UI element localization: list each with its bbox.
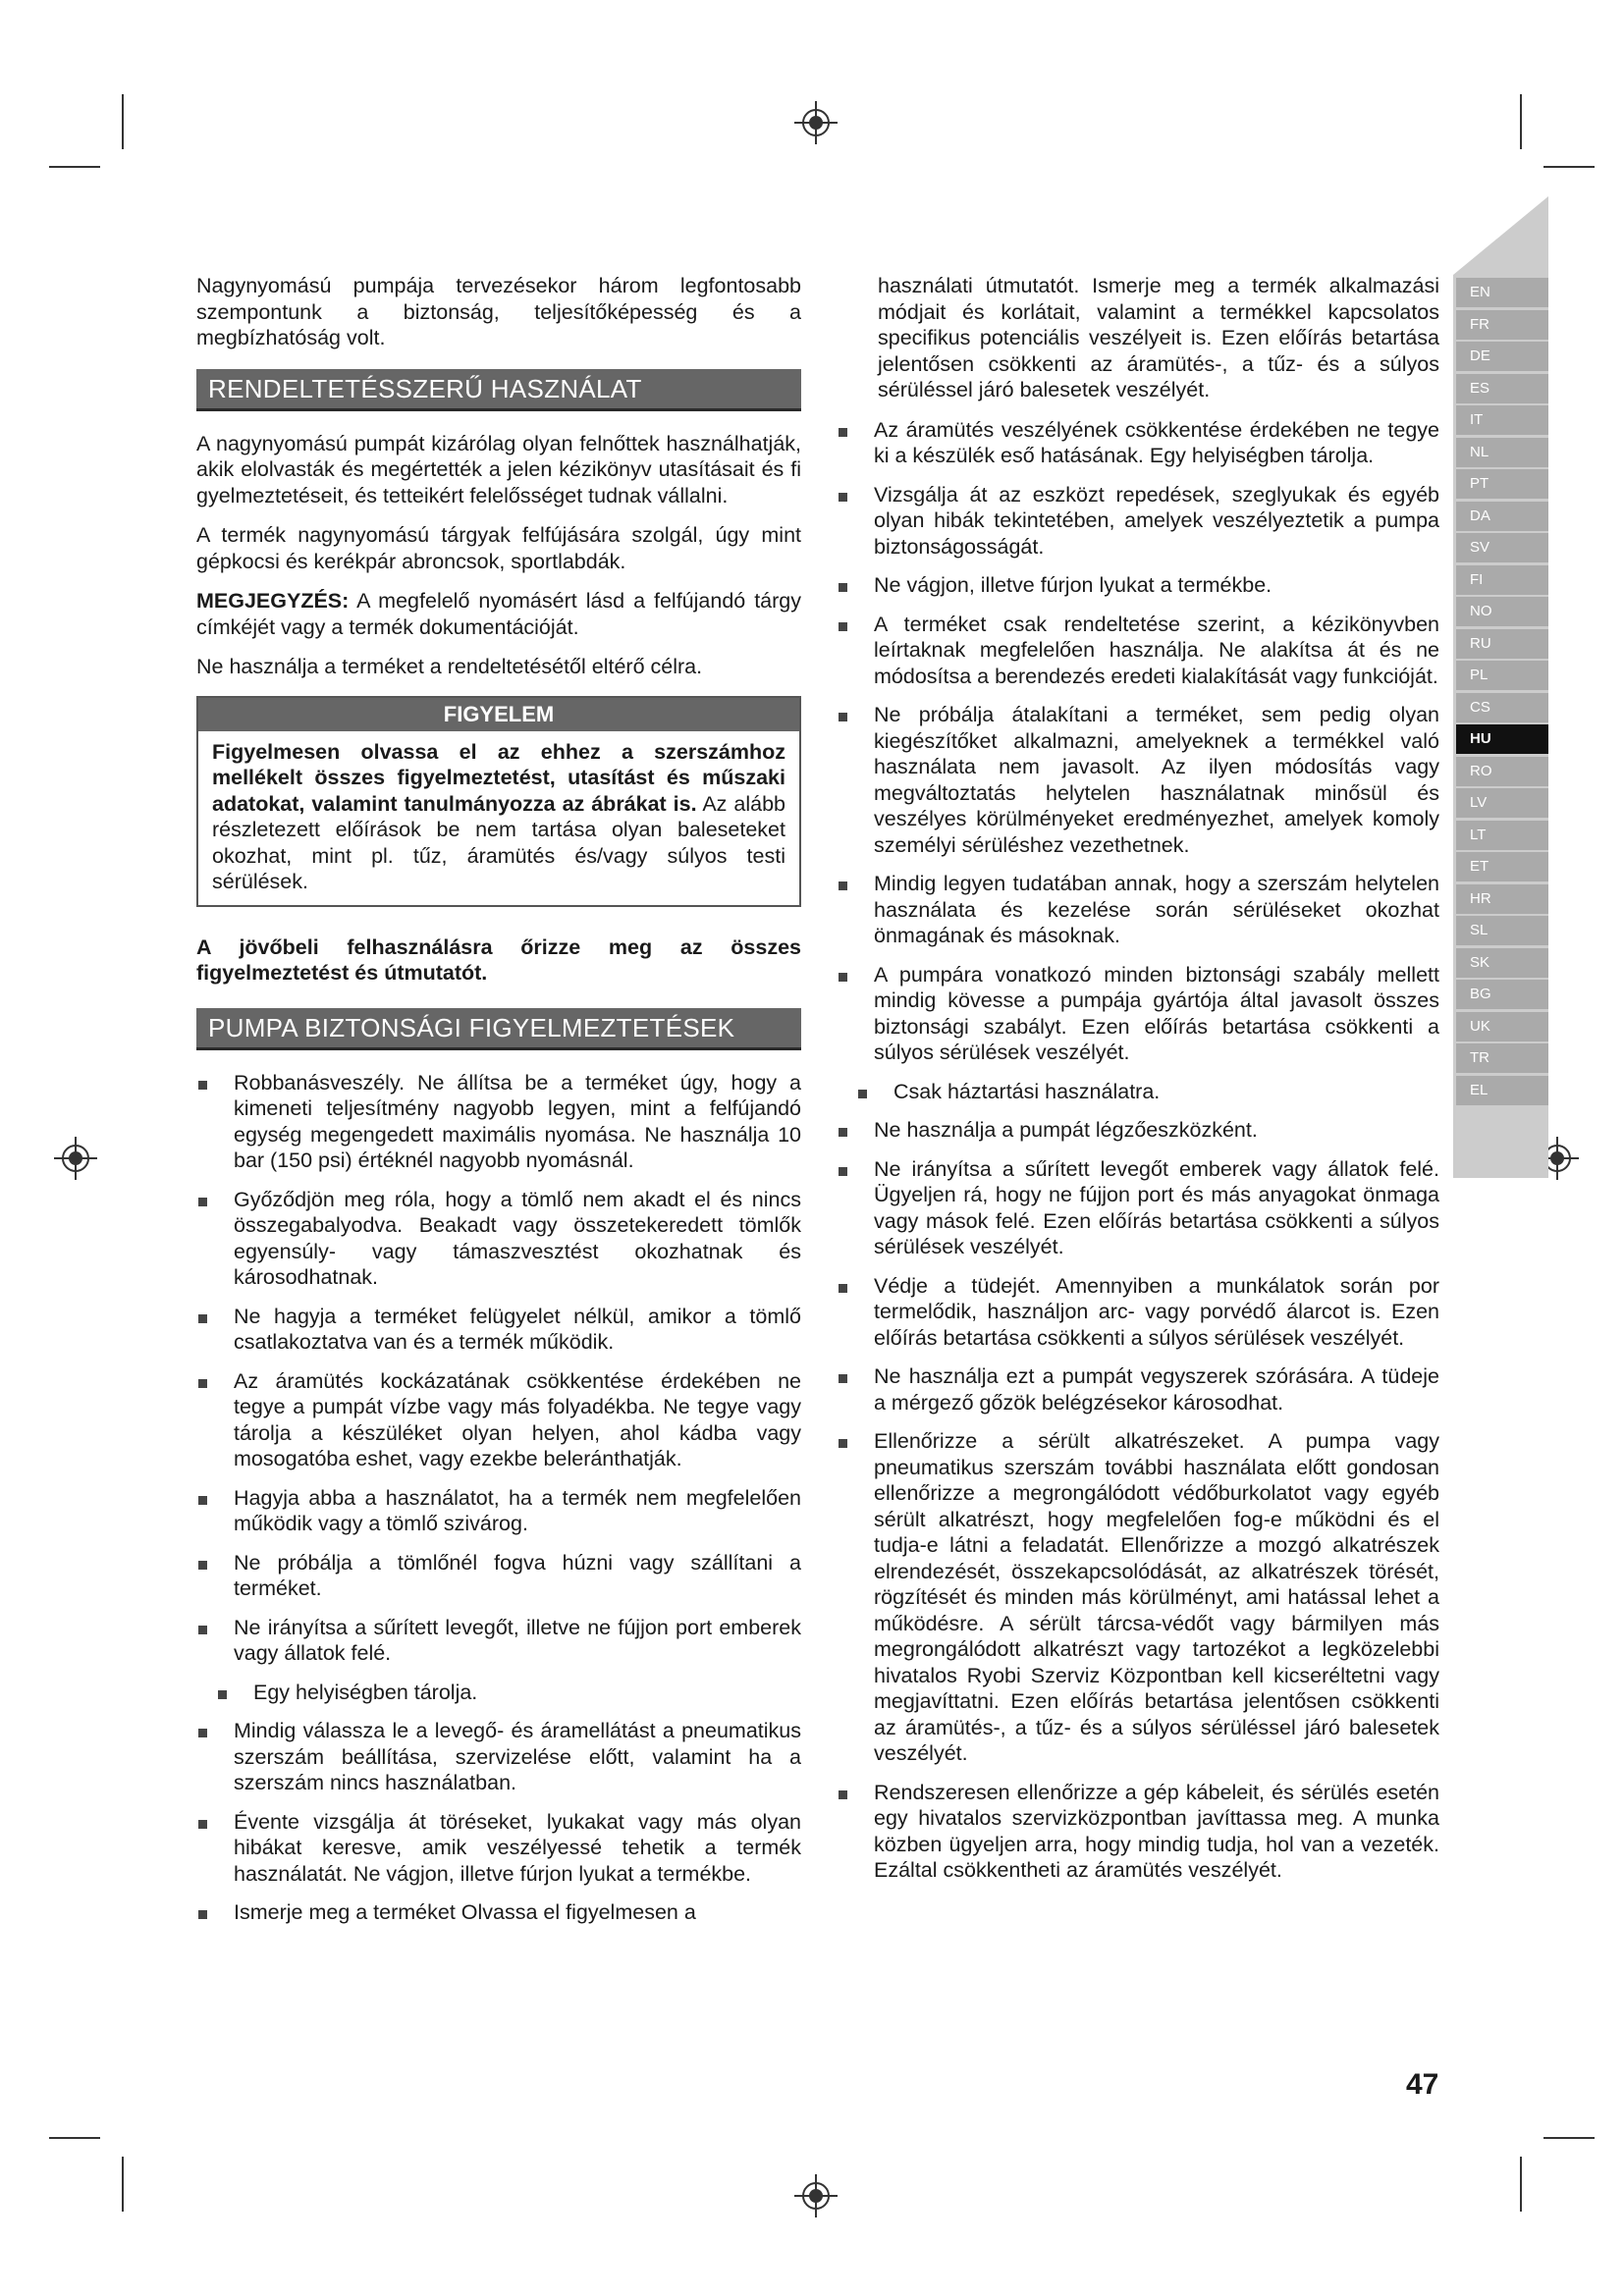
crop-mark (1520, 2157, 1522, 2212)
list-item: Mindig válassza le a levegő- és áramellátást a pneumatikus szerszám beállítása, szervizelése előtt, valamint ha a szerszám nincs használatban. (196, 1718, 801, 1796)
safety-bullet-list (837, 417, 1439, 1884)
right-column (874, 273, 1439, 1884)
note-paragraph (196, 588, 801, 640)
list-item: Védje a tüdejét. Amennyiben a munkálatok során por termelődik, használjon arc- vagy porvédő álarcot is. Ezen előírás betartása csökkenti a súlyos sérülések veszélyét. (837, 1273, 1439, 1352)
list-item: Ne hagyja a terméket felügyelet nélkül, amikor a tömlő csatlakoztatva van és a termék működik. (196, 1304, 801, 1356)
list-item: Hagyja abba a használatot, ha a termék nem megfelelően működik vagy a tömlő szivárog. (196, 1485, 801, 1537)
crop-mark (122, 2157, 124, 2212)
crop-mark (49, 2137, 100, 2139)
list-item: Ne használja ezt a pumpát vegyszerek szórására. A tüdeje a mérgező gőzök belégzésekor károsodhat. (837, 1363, 1439, 1415)
list-item: A terméket csak rendeltetése szerint, a kézikönyvben leírtaknak megfelelően használja. Ne alakítsa át és ne módosítsa a berendezés eredeti kialakítását vagy funkcióját. (837, 612, 1439, 690)
language-tab-sv[interactable]: SV (1456, 533, 1548, 562)
language-tab-lt[interactable]: LT (1456, 821, 1548, 850)
language-tab-hu[interactable]: HU (1456, 724, 1548, 754)
language-tab-nl[interactable]: NL (1456, 438, 1548, 467)
safety-bullet-list (196, 1070, 801, 1926)
crop-mark (122, 94, 124, 149)
section-heading-pump-safety: PUMPA BIZTONSÁGI FIGYELMEZTETÉSEK (196, 1008, 801, 1050)
warning-bold-text: Figyelmesen olvassa el az ehhez a szerszámhoz mellékelt összes figyelmeztetést, utasítást és műszaki adatokat, valamint tanulmányozza az ábrákat is. (212, 739, 785, 816)
list-item: Mindig legyen tudatában annak, hogy a szerszám helytelen használata és kezelése során sérüléseket okozhat önmagának és másoknak. (837, 871, 1439, 949)
registration-mark-icon (794, 101, 838, 144)
list-item: A pumpára vonatkozó minden biztonsági szabály mellett mindig kövesse a pumpája gyártója által javasolt összes biztonsági szabályt. Ezen előírás betartása csökkenti a súlyos sérülések veszélyét. (837, 962, 1439, 1066)
language-tab-lv[interactable]: LV (1456, 788, 1548, 818)
save-instructions-notice: A jövőbeli felhasználásra őrizze meg az összes figyelmeztetést és útmutatót. (196, 934, 801, 985)
crop-mark (1520, 94, 1522, 149)
list-item: Egy helyiségben tárolja. (196, 1680, 801, 1706)
left-column (196, 273, 801, 1926)
crop-mark (49, 166, 100, 168)
language-tab-sl[interactable]: SL (1456, 916, 1548, 945)
paragraph: Ne használja a terméket a rendeltetésétől eltérő célra. (196, 655, 703, 678)
language-tab-en[interactable]: EN (1456, 278, 1548, 307)
list-item: Robbanásveszély. Ne állítsa be a terméket úgy, hogy a kimeneti teljesítmény nagyobb legyen, mint a felfújandó egység megengedett maximális nyomása. Ne használja 10 bar (150 psi) értéknél nagyobb nyomásnál. (196, 1070, 801, 1174)
list-item: Ne vágjon, illetve fúrjon lyukat a termékbe. (837, 572, 1439, 599)
warning-text: Az alább részletezett előírások be nem tartása olyan baleseteket okozhat, mint pl. tűz, áramütés és/vagy súlyos testi sérülések. (212, 791, 785, 893)
continuation-paragraph: használati útmutatót. Ismerje meg a termék alkalmazási módjait és korlátait, valamint a termékkel kapcsolatos specifikus potenciális veszélyeit is. Ezen előírás betartása jelentősen csökkenti az áramütés-, a tűz- és a súlyos sérüléssel járó balesetek veszélyét. (878, 274, 1439, 401)
language-tab-es[interactable]: ES (1456, 374, 1548, 403)
list-item: Az áramütés kockázatának csökkentése érdekében ne tegye a pumpát vízbe vagy más folyadékba. Ne tegye vagy tárolja a készüléket olyan helyen, ahol kádba vagy mosogatóba eshet, vagy ezekbe beleránthatják. (196, 1368, 801, 1472)
list-item: Vizsgálja át az eszközt repedések, szeglyukak és egyéb olyan hibák tekintetében, amelyek veszélyeztetik a pumpa biztonságosságát. (837, 482, 1439, 561)
list-item: Évente vizsgálja át töréseket, lyukakat vagy más olyan hibákat keresve, amik veszélyessé tehetik a termék használatát. Ne vágjon, illetve fúrjon lyukat a termékbe. (196, 1809, 801, 1888)
crop-mark (1543, 166, 1595, 168)
language-tab-hr[interactable]: HR (1456, 884, 1548, 914)
language-tab-sk[interactable]: SK (1456, 948, 1548, 978)
list-item: Ismerje meg a terméket Olvassa el figyelmesen a (196, 1899, 801, 1926)
list-item: Ellenőrizze a sérült alkatrészeket. A pumpa vagy pneumatikus szerszám további használata előtt gondosan ellenőrizze a megrongálódott védőburkolatot vagy egyéb sérült alkatrészt, hogy megfelelően fog-e működni és el tudja-e látni a feladatát. Ellenőrizze a mozgó alkatrészek elrendezését, összekapcsolódását, az alkatrészek törését, rögzítését és minden más körülményt, ami hatással lehet a működésre. A sérült tárcsa-védőt vagy bármilyen más megrongálódott alkatrészt vagy tartozékot a legközelebbi hivatalos Ryobi Szerviz Központban kell kicseréltetni vagy megjavíttatni. Ezen előírás betartása jelentősen csökkenti az áramütés-, a tűz- és a súlyos sérüléssel járó balesetek veszélyét. (837, 1428, 1439, 1767)
page-number: 47 (1406, 2068, 1439, 2101)
warning-body (198, 731, 799, 905)
language-tab-fr[interactable]: FR (1456, 310, 1548, 340)
list-item: Ne használja a pumpát légzőeszközként. (837, 1117, 1439, 1144)
section-heading-intended-use: RENDELTETÉSSZERŰ HASZNÁLAT (196, 369, 801, 411)
language-tab-de[interactable]: DE (1456, 342, 1548, 371)
list-item: Ne próbálja átalakítani a terméket, sem pedig olyan kiegészítőket alkalmazni, amelyeknek a termékkel való használata nem javasolt. Az ilyen módosítás vagy megváltoztatás helytelen használatnak minősül és veszélyes körülményeket eredményezhet, amelyek komoly személyi sérüléshez vezethetnek. (837, 702, 1439, 858)
language-tab-da[interactable]: DA (1456, 502, 1548, 531)
list-item: Győződjön meg róla, hogy a tömlő nem akadt el és nincs összegabalyodva. Beakadt vagy összetekeredett tömlők egyensúly- vagy támaszvesztést okozhatnak és károsodhatnak. (196, 1187, 801, 1291)
language-tab-pl[interactable]: PL (1456, 661, 1548, 690)
language-tab-el[interactable]: EL (1456, 1076, 1548, 1105)
crop-mark (1543, 2137, 1595, 2139)
list-item: Ne próbálja a tömlőnél fogva húzni vagy szállítani a terméket. (196, 1550, 801, 1602)
note-text: A megfelelő nyomásért lásd a felfújandó tárgy címkéjét vagy a termék dokumentációját. (196, 589, 801, 639)
paragraph: A nagynyomású pumpát kizárólag olyan felnőttek használhatják, akik elolvasták és megértették a jelen kézikönyv utasításait és fi gyelmeztetéseit, és tetteikért felelősséget tudnak vállalni. (196, 431, 801, 507)
intro-paragraph: Nagynyomású pumpája tervezésekor három legfontosabb szempontunk a biztonság, teljesítőképesség és a megbízhatóság volt. (196, 274, 801, 349)
note-label: MEGJEGYZÉS: (196, 589, 350, 613)
list-item: Az áramütés veszélyének csökkentése érdekében ne tegye ki a készülék eső hatásának. Egy helyiségben tárolja. (837, 417, 1439, 469)
language-tabs (1456, 278, 1548, 1107)
language-tab-no[interactable]: NO (1456, 597, 1548, 626)
list-item: Ne irányítsa a sűrített levegőt, illetve ne fújjon port emberek vagy állatok felé. (196, 1615, 801, 1667)
warning-title: FIGYELEM (198, 698, 799, 731)
language-tab-uk[interactable]: UK (1456, 1012, 1548, 1041)
language-tab-pt[interactable]: PT (1456, 469, 1548, 499)
warning-box (196, 696, 801, 907)
registration-mark-icon (54, 1137, 97, 1180)
list-item: Csak háztartási használatra. (837, 1079, 1439, 1105)
registration-mark-icon (794, 2174, 838, 2217)
language-tab-ro[interactable]: RO (1456, 757, 1548, 786)
list-item: Rendszeresen ellenőrizze a gép kábeleit, és sérülés esetén egy hivatalos szervizközpontban javíttassa meg. A munka közben ügyeljen arra, hogy mindig tudja, hol van a vezeték. Ezáltal csökkentheti az áramütés veszélyét. (837, 1780, 1439, 1884)
language-tab-bg[interactable]: BG (1456, 980, 1548, 1009)
language-tab-it[interactable]: IT (1456, 405, 1548, 435)
language-tab-et[interactable]: ET (1456, 852, 1548, 881)
language-tab-tr[interactable]: TR (1456, 1043, 1548, 1073)
language-tab-cs[interactable]: CS (1456, 693, 1548, 722)
paragraph: A termék nagynyomású tárgyak felfújására szolgál, úgy mint gépkocsi és kerékpár abroncsok, sportlabdák. (196, 523, 801, 573)
list-item: Ne irányítsa a sűrített levegőt emberek vagy állatok felé. Ügyeljen rá, hogy ne fújjon port és más anyagokat önmaga vagy mások felé. Ezen előírás betartása csökkenti a súlyos sérülések veszélyét. (837, 1156, 1439, 1260)
language-tab-ru[interactable]: RU (1456, 629, 1548, 659)
language-tab-fi[interactable]: FI (1456, 565, 1548, 595)
